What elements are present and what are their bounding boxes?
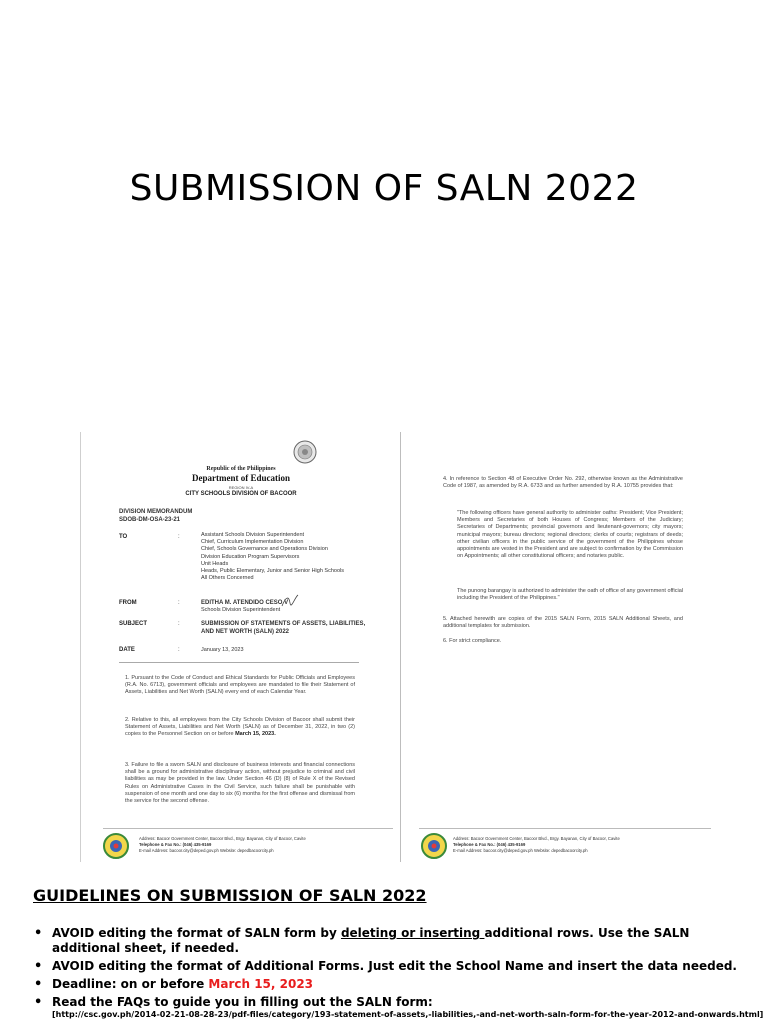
recipient: Heads, Public Elementary, Junior and Senior High Schools xyxy=(201,568,344,575)
recipient: Chief, Schools Governance and Operations Division xyxy=(201,546,328,553)
colon: : xyxy=(178,534,180,540)
division-logo-icon xyxy=(103,833,129,859)
guideline-item xyxy=(34,959,744,974)
from-title: Schools Division Superintendent xyxy=(201,607,281,613)
memo-paragraph-6: 6. For strict compliance. xyxy=(443,638,502,644)
memo-number: SDOB-DM-OSA-23-21 xyxy=(119,517,181,523)
deped-seal-icon xyxy=(293,440,317,464)
to-label: TO xyxy=(119,534,128,540)
guidelines-heading: GUIDELINES ON SUBMISSION OF SALN 2022 xyxy=(33,886,427,905)
footer-phone: Telephone & Fax No.: (046) 435-9169 xyxy=(453,842,526,847)
republic-line: Republic of the Philippines xyxy=(206,466,276,472)
colon: : xyxy=(178,647,180,653)
date-value: January 13, 2023 xyxy=(201,647,244,653)
memo-deadline: March 15, 2023. xyxy=(235,731,276,738)
footer-address: Address: Bacoor Government Center, Bacoor Blvd., Brgy. Bayanan, City of Bacoor, Cavite xyxy=(139,836,306,841)
colon: : xyxy=(178,621,180,627)
guideline-text: AVOID editing the format of Additional Forms. Just edit the School Name and insert the data needed. xyxy=(52,959,737,973)
division-line: CITY SCHOOLS DIVISION OF BACOOR xyxy=(185,491,297,497)
department-line: Department of Education xyxy=(192,473,290,483)
memo-paragraph-3: 3. Failure to file a sworn SALN and disclosure of business interests and financial connections shall be a ground for administrative disciplinary action, without prejudice to criminal and civil liabilities as may be provided in the law. Under Section 46 (D) (8) of Rule X of the Revised Rules on Administrative Cases in the Civil Service, such failure shall be punishable with suspension of one month and one day to six (6) months for the first offense and dismissal from the service for the second offense. xyxy=(125,762,355,805)
footer-divider xyxy=(419,828,711,829)
footer-email: E-mail Address: bacoor.city@deped.gov.ph Website: depedbacoorcity.ph xyxy=(453,848,588,853)
guidelines-list xyxy=(34,926,744,1013)
footer-address: Address: Bacoor Government Center, Bacoor Blvd., Brgy. Bayanan, City of Bacoor, Cavite xyxy=(453,836,620,841)
memo-quote-1: "The following officers have general authority to administer oaths: President; Vice President; Members and Secretaries of both Houses of Congress; Members of the Judiciary; Secretaries of Departments; provincial governors and lieutenant-governors; city mayors; municipal mayors; bureau directors; regional directors; clerks of courts; registrars of deeds; other civilian officers in the public service of the government of the Philippines whose appointments are vested in the President and are subject to confirmation by the Commission on Appointments; all other constitutional officers; and notaries public. xyxy=(457,510,683,560)
guideline-text: Read the FAQs to guide you in filling out the SALN form: xyxy=(52,995,433,1009)
faq-link[interactable]: [http://csc.gov.ph/2014-02-21-08-28-23/pdf-files/category/193-statement-of-assets,-liabilities,-and-net-worth-saln-form-for-the-year-2012-and-onwards.html] xyxy=(52,1010,764,1019)
recipient: Division Education Program Supervisors xyxy=(201,553,300,560)
memo-type: DIVISION MEMORANDUM xyxy=(119,509,193,515)
guideline-text: additional rows. Use the SALN additional sheet, if needed. xyxy=(52,926,690,955)
divider xyxy=(119,662,359,663)
memo-page-1 xyxy=(80,432,401,862)
guideline-text: Deadline: on or before xyxy=(52,977,209,991)
colon: : xyxy=(178,600,180,606)
recipient: All Others Concerned xyxy=(201,575,254,582)
recipient: Chief, Curriculum Implementation Division xyxy=(201,539,304,546)
footer-email: E-mail Address: bacoor.city@deped.gov.ph Website: depedbacoorcity.ph xyxy=(139,848,274,853)
deadline-date: March 15, 2023 xyxy=(208,977,314,991)
recipient: Assistant Schools Division Superintendent xyxy=(201,532,305,538)
guideline-item xyxy=(34,977,744,992)
subject-line-2: AND NET WORTH (SALN) 2022 xyxy=(201,629,290,635)
guideline-text: AVOID editing the format of SALN form by xyxy=(52,926,341,940)
recipient-list xyxy=(201,532,344,582)
guideline-item xyxy=(34,926,744,956)
region-line: REGION IV-A xyxy=(228,485,254,490)
memo-paragraph-2-text: 2. Relative to this, all employees from the City Schools Division of Bacoor shall submit their Statement of Assets, Liabilities and Net Worth (SALN) as of December 31, 2022, in two (2) copies to the Personnel Section on or before xyxy=(125,717,355,738)
memo-paragraph-4: 4. In reference to Section 48 of Executive Order No. 292, otherwise known as the Administrative Code of 1987, as amended by R.A. 6733 and as further amended by R.A. 10755 provides that: xyxy=(443,476,683,490)
memo-page-2 xyxy=(400,432,719,862)
memo-quote-2: The punong barangay is authorized to administer the oath of office of any government official including the President of the Philippines." xyxy=(457,588,683,602)
subject-label: SUBJECT xyxy=(119,621,148,627)
memo-paragraph-2 xyxy=(125,717,355,739)
date-label: DATE xyxy=(119,647,135,653)
footer-phone: Telephone & Fax No.: (046) 435-9169 xyxy=(139,842,212,847)
footer-divider xyxy=(103,828,393,829)
subject-line-1: SUBMISSION OF STATEMENTS OF ASSETS, LIABILITIES, xyxy=(201,621,366,627)
recipient: Unit Heads xyxy=(201,560,229,567)
memo-paragraph-5: 5. Attached herewith are copies of the 2015 SALN Form, 2015 SALN Additional Sheets, and additional templates for submission. xyxy=(443,616,683,630)
slide-title: SUBMISSION OF SALN 2022 xyxy=(129,168,639,209)
signature-mark xyxy=(281,594,299,608)
division-logo-icon xyxy=(421,833,447,859)
guideline-item xyxy=(34,995,744,1010)
from-label: FROM xyxy=(119,600,137,606)
memo-paragraph-1: 1. Pursuant to the Code of Conduct and Ethical Standards for Public Officials and Employees (R.A. No. 6713), government officials and employees are mandated to file their Statement of Assets, Liabilities and Net Worth (SALN) every end of each Calendar Year. xyxy=(125,675,355,696)
from-name: EDITHA M. ATENDIDO CESO V xyxy=(201,600,289,606)
guideline-emphasis: deleting or inserting xyxy=(340,926,485,940)
